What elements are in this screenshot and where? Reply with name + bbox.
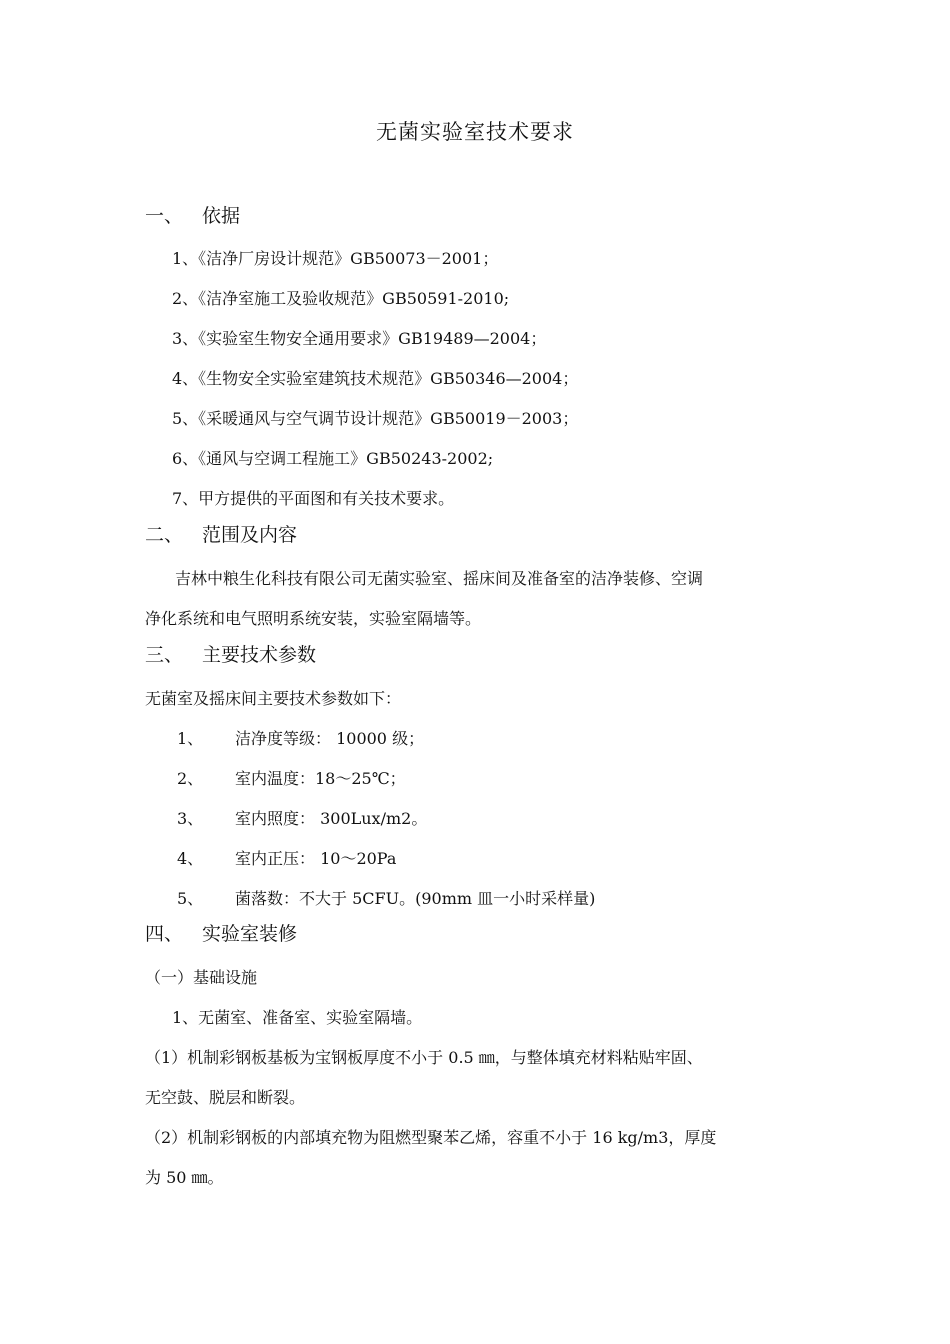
parameter-item [177, 846, 396, 872]
section-title: 范围及内容 [202, 524, 298, 546]
section-title: 主要技术参数 [202, 644, 317, 666]
section-heading-2 [145, 520, 297, 550]
parameter-text: 菌落数：不大于 5CFU。(90mm 皿一小时采样量) [235, 889, 596, 908]
section-heading-4 [145, 919, 297, 949]
section-number: 一、 [145, 205, 184, 227]
parameter-text: 室内温度：18～25℃； [235, 769, 406, 788]
parameter-item [177, 806, 427, 832]
reference-item: 6、《通风与空调工程施工》GB50243-2002; [172, 449, 494, 468]
section-title: 实验室装修 [202, 923, 298, 945]
parameter-number: 5、 [177, 889, 204, 908]
reference-item: 1、《洁净厂房设计规范》GB50073－2001； [172, 249, 499, 268]
paragraph-line: 1、无菌室、准备室、实验室隔墙。 [172, 1008, 423, 1027]
parameter-text: 洁净度等级： 10000 级； [235, 729, 425, 748]
paragraph-line: 吉林中粮生化科技有限公司无菌实验室、摇床间及准备室的洁净装修、空调 [175, 569, 704, 588]
parameters-intro: 无菌室及摇床间主要技术参数如下： [145, 689, 402, 708]
reference-item: 5、《采暖通风与空气调节设计规范》GB50019－2003； [172, 409, 579, 428]
parameter-number: 2、 [177, 769, 204, 788]
reference-item: 7、甲方提供的平面图和有关技术要求。 [172, 489, 455, 508]
document-title: 无菌实验室技术要求 [376, 120, 574, 144]
reference-item: 4、《生物安全实验室建筑技术规范》GB50346—2004； [172, 369, 579, 388]
section-title: 依据 [202, 205, 241, 227]
parameter-number: 3、 [177, 809, 204, 828]
reference-item: 3、《实验室生物安全通用要求》GB19489—2004； [172, 329, 547, 348]
section-number: 三、 [145, 644, 184, 666]
parameter-number: 4、 [177, 849, 204, 868]
section-number: 二、 [145, 524, 184, 546]
parameter-text: 室内照度： 300Lux/m2。 [235, 809, 428, 828]
section-number: 四、 [145, 923, 184, 945]
parameter-item [177, 886, 595, 912]
parameter-text: 室内正压： 10～20Pa [235, 849, 397, 868]
paragraph-line: （1）机制彩钢板基板为宝钢板厚度不小于 0.5 ㎜，与整体填充材料粘贴牢固、 [145, 1048, 703, 1067]
section-heading-3 [145, 640, 316, 670]
parameter-item [177, 766, 406, 792]
section-heading-1 [145, 201, 240, 231]
paragraph-line: 为 50 ㎜。 [145, 1168, 224, 1187]
parameter-item [177, 726, 424, 752]
paragraph-line: 净化系统和电气照明系统安装，实验室隔墙等。 [145, 609, 482, 628]
paragraph-line: （2）机制彩钢板的内部填充物为阻燃型聚苯乙烯，容重不小于 16 kg/m3，厚度 [145, 1128, 717, 1147]
reference-item: 2、《洁净室施工及验收规范》GB50591-2010; [172, 289, 510, 308]
paragraph-line: 无空鼓、脱层和断裂。 [145, 1088, 306, 1107]
parameter-number: 1、 [177, 729, 204, 748]
subsection-heading: （一）基础设施 [145, 968, 258, 987]
